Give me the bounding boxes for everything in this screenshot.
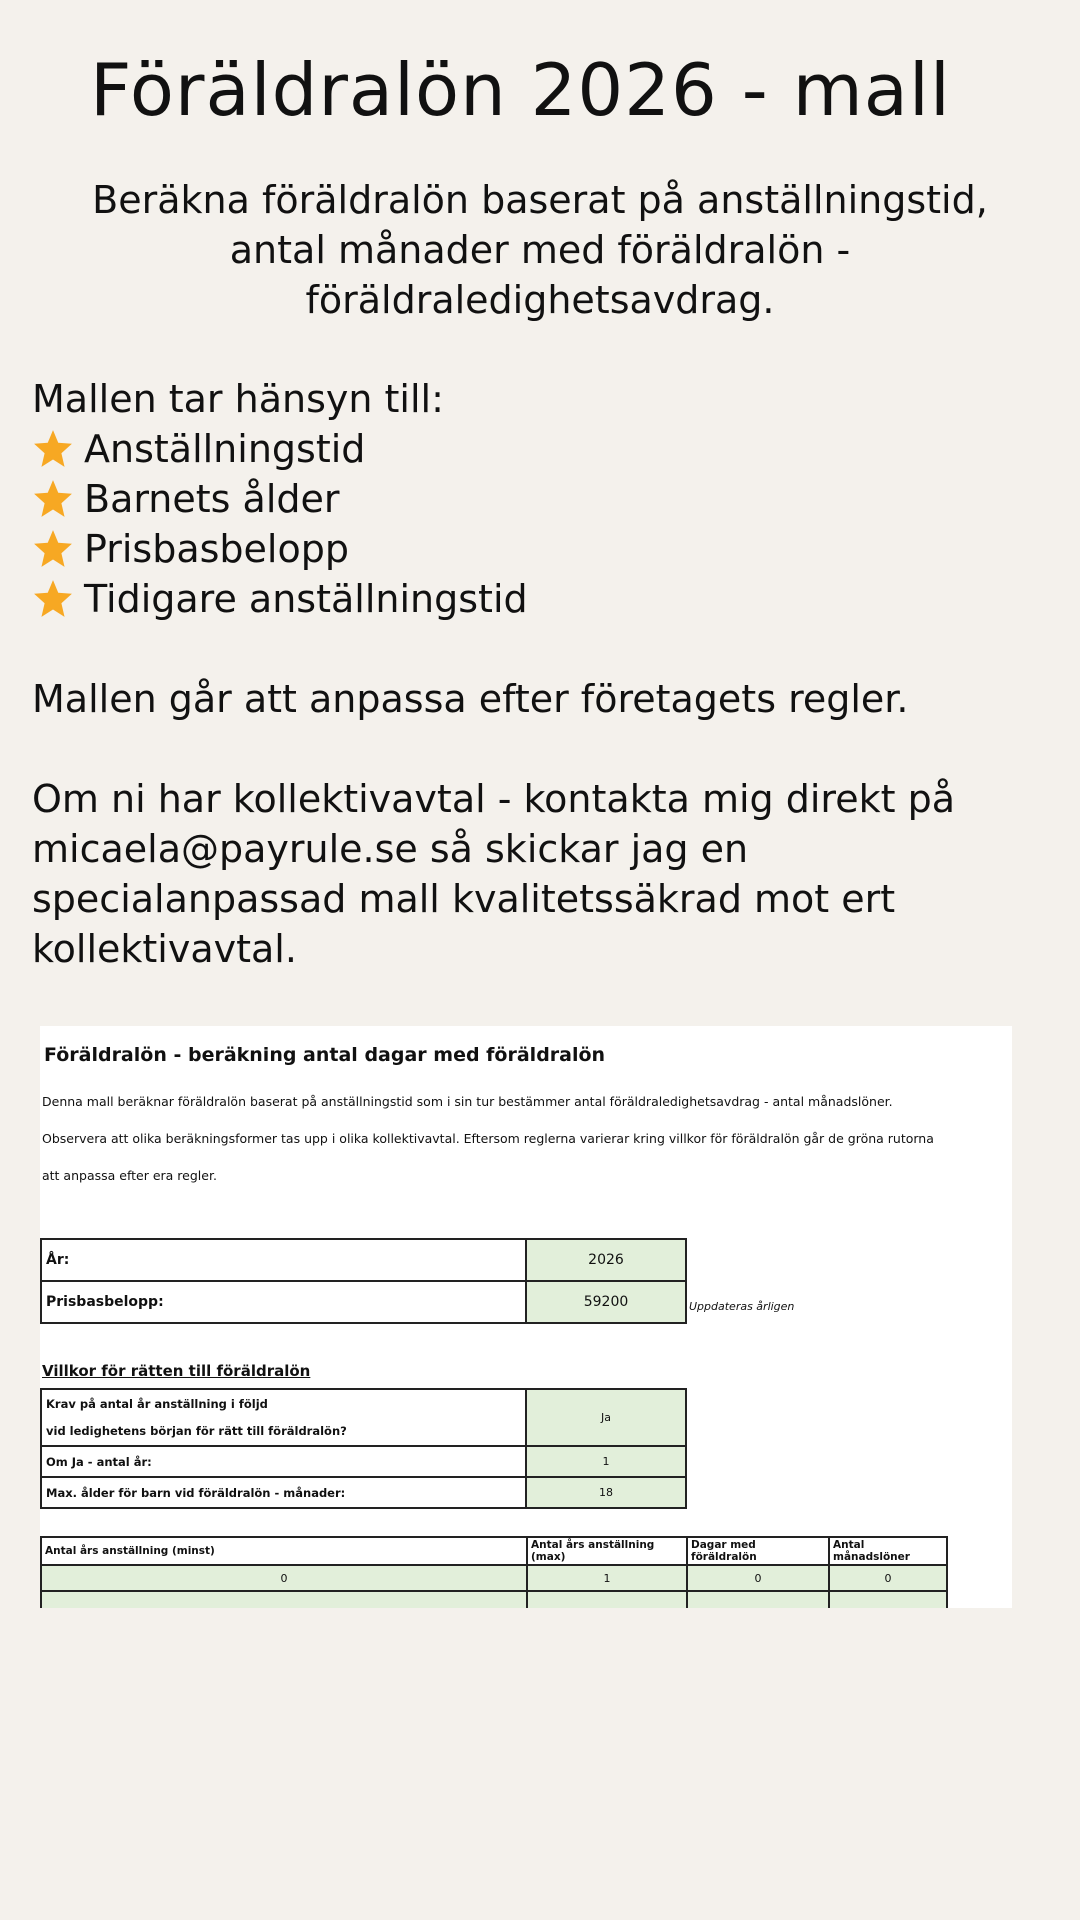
table-row bbox=[41, 1477, 686, 1508]
considers-list bbox=[32, 424, 528, 624]
sheet-title: Föräldralön - beräkning antal dagar med föräldralön bbox=[44, 1044, 606, 1066]
table-row bbox=[41, 1281, 686, 1323]
column-header: Antal års anställning (minst) bbox=[41, 1537, 527, 1565]
year-value: 2026 bbox=[526, 1239, 686, 1281]
star-icon bbox=[32, 428, 74, 470]
table-row bbox=[41, 1591, 947, 1608]
condition-label-line: Krav på antal år anställning i följd bbox=[46, 1396, 268, 1411]
spreadsheet-preview bbox=[40, 1026, 1012, 1608]
considers-item-label: Tidigare anställningstid bbox=[84, 577, 528, 621]
table-row bbox=[41, 1239, 686, 1281]
sheet-description: Observera att olika beräkningsformer tas upp i olika kollektivavtal. Eftersom reglerna varierar kring villkor för föräldralön går de gröna rutorna bbox=[42, 1131, 934, 1146]
table-cell: 0 bbox=[687, 1565, 829, 1591]
considers-item bbox=[32, 524, 528, 574]
star-icon bbox=[32, 528, 74, 570]
year-pbb-table bbox=[40, 1238, 687, 1324]
table-header-row bbox=[41, 1537, 947, 1565]
considers-item-label: Prisbasbelopp bbox=[84, 527, 349, 571]
conditions-heading: Villkor för rätten till föräldralön bbox=[42, 1362, 311, 1380]
sheet-description: Denna mall beräknar föräldralön baserat på anställningstid som i sin tur bestämmer antal föräldraledighetsavdrag - antal månadslöner. bbox=[42, 1094, 893, 1109]
sheet-description: att anpassa efter era regler. bbox=[42, 1168, 217, 1183]
table-cell bbox=[41, 1591, 527, 1608]
page-title: Föräldralön 2026 - mall bbox=[90, 48, 951, 132]
considers-item-label: Barnets ålder bbox=[84, 477, 340, 521]
condition-label: Max. ålder för barn vid föräldralön - månader: bbox=[41, 1477, 526, 1508]
star-icon bbox=[32, 578, 74, 620]
column-header: Dagar med föräldralön bbox=[687, 1537, 829, 1565]
condition-label bbox=[41, 1389, 526, 1446]
condition-label-line: vid ledighetens början för rätt till föräldralön? bbox=[46, 1423, 347, 1438]
column-header: Antal års anställning (max) bbox=[527, 1537, 687, 1565]
year-label: År: bbox=[41, 1239, 526, 1281]
considers-item bbox=[32, 424, 528, 474]
table-row bbox=[41, 1446, 686, 1477]
contact-text: Om ni har kollektivavtal - kontakta mig direkt på micaela@payrule.se så skickar jag en specialanpassad mall kvalitetssäkrad mot ert kollektivavtal. bbox=[32, 777, 955, 971]
considers-item bbox=[32, 574, 528, 624]
table-cell: 0 bbox=[41, 1565, 527, 1591]
table-row bbox=[41, 1389, 686, 1446]
considers-item bbox=[32, 474, 528, 524]
table-cell bbox=[829, 1591, 947, 1608]
pbb-note: Uppdateras årligen bbox=[689, 1300, 795, 1313]
condition-label: Om Ja - antal år: bbox=[41, 1446, 526, 1477]
considers-heading: Mallen tar hänsyn till: bbox=[32, 377, 444, 421]
table-cell bbox=[527, 1591, 687, 1608]
pbb-value: 59200 bbox=[526, 1281, 686, 1323]
condition-value: Ja bbox=[526, 1389, 686, 1446]
star-icon bbox=[32, 478, 74, 520]
pbb-label: Prisbasbelopp: bbox=[41, 1281, 526, 1323]
employment-ranges-table bbox=[40, 1536, 948, 1608]
considers-item-label: Anställningstid bbox=[84, 427, 366, 471]
table-cell: 0 bbox=[829, 1565, 947, 1591]
table-cell bbox=[687, 1591, 829, 1608]
condition-value: 1 bbox=[526, 1446, 686, 1477]
conditions-table bbox=[40, 1388, 687, 1509]
table-cell: 1 bbox=[527, 1565, 687, 1591]
adapt-text: Mallen går att anpassa efter företagets regler. bbox=[32, 677, 909, 721]
page-subtitle: Beräkna föräldralön baserat på anställningstid, antal månader med föräldralön - föräldraledighetsavdrag. bbox=[92, 178, 988, 322]
table-row bbox=[41, 1565, 947, 1591]
condition-value: 18 bbox=[526, 1477, 686, 1508]
column-header: Antal månadslöner bbox=[829, 1537, 947, 1565]
